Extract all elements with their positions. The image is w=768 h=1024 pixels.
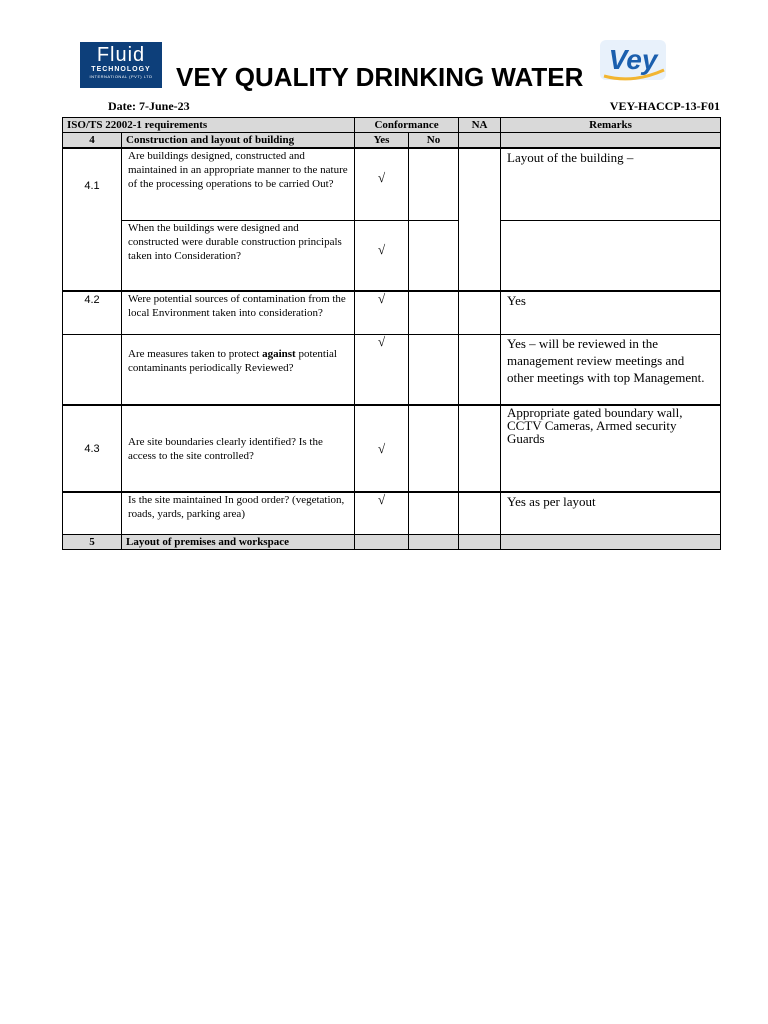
remarks-blank: [501, 534, 721, 549]
remark-text: Yes – will be reviewed in the management review meetings and other meetings with top Management.: [501, 334, 721, 405]
no-header: No: [409, 133, 459, 149]
table-row: [63, 492, 721, 534]
no-blank: [409, 534, 459, 549]
question-text: Were potential sources of contamination from the local Environment taken into consideration?: [122, 291, 355, 334]
item-number: 4.3: [63, 405, 122, 492]
remarks-blank: [501, 133, 721, 149]
remark-text: Appropriate gated boundary wall, CCTV Cameras, Armed security Guards: [501, 405, 721, 492]
no-cell: [409, 291, 459, 334]
no-cell: [409, 492, 459, 534]
item-number: [63, 334, 122, 405]
question-text: Are site boundaries clearly identified? Is the access to the site controlled?: [122, 405, 355, 492]
col-conformance: Conformance: [355, 118, 459, 133]
requirements-table: [62, 117, 721, 550]
col-na: NA: [459, 118, 501, 133]
yes-check: √: [355, 148, 409, 220]
question-text: Are measures taken to protect against potential contaminants periodically Reviewed?: [122, 334, 355, 405]
remark-text: Layout of the building –: [501, 148, 721, 220]
na-blank: [459, 534, 501, 549]
na-cell: [459, 334, 501, 405]
logo-line1: Fluid: [96, 44, 146, 66]
document-date: Date: 7-June-23: [108, 99, 190, 113]
yes-check: √: [355, 492, 409, 534]
document-number: VEY-HACCP-13-F01: [609, 99, 720, 113]
na-cell: [459, 492, 501, 534]
vey-logo-text: Vey: [608, 44, 658, 75]
item-number: 4.2: [63, 291, 122, 334]
yes-blank: [355, 534, 409, 549]
question-text: When the buildings were designed and constructed were durable construction principals taken into Consideration?: [122, 220, 355, 291]
table-header-row: [63, 118, 721, 133]
table-row: [63, 291, 721, 334]
section-4-row: [63, 133, 721, 149]
page-title: VEY QUALITY DRINKING WATER: [176, 62, 584, 92]
na-cell: [459, 291, 501, 334]
table-row: [63, 220, 721, 291]
no-cell: [409, 148, 459, 220]
table-row: [63, 405, 721, 492]
na-cell: [459, 148, 501, 291]
section-4-number: 4: [63, 133, 122, 149]
na-cell: [459, 405, 501, 492]
table-row: [63, 334, 721, 405]
yes-check: √: [355, 334, 409, 405]
item-number: [63, 492, 122, 534]
na-blank: [459, 133, 501, 149]
fluid-technology-logo: [80, 42, 162, 88]
vey-logo: [598, 36, 668, 86]
yes-check: √: [355, 405, 409, 492]
question-text: Are buildings designed, constructed and maintained in an appropriate manner to the nature of the processing operations to be carried Out?: [122, 148, 355, 220]
col-requirements: ISO/TS 22002-1 requirements: [63, 118, 355, 133]
remark-text: [501, 220, 721, 291]
yes-header: Yes: [355, 133, 409, 149]
no-cell: [409, 405, 459, 492]
section-5-title: Layout of premises and workspace: [122, 534, 355, 549]
question-text: Is the site maintained In good order? (vegetation, roads, yards, parking area): [122, 492, 355, 534]
yes-check: √: [355, 220, 409, 291]
section-5-number: 5: [63, 534, 122, 549]
section-4-title: Construction and layout of building: [122, 133, 355, 149]
section-5-row: [63, 534, 721, 549]
table-row: [63, 148, 721, 220]
logo-line3: INTERNATIONAL (PVT) LTD: [89, 74, 153, 79]
remark-text: Yes: [501, 291, 721, 334]
no-cell: [409, 220, 459, 291]
remark-text: Yes as per layout: [501, 492, 721, 534]
item-number: 4.1: [63, 148, 122, 291]
yes-check: √: [355, 291, 409, 334]
col-remarks: Remarks: [501, 118, 721, 133]
logo-line2: TECHNOLOGY: [91, 66, 151, 73]
no-cell: [409, 334, 459, 405]
